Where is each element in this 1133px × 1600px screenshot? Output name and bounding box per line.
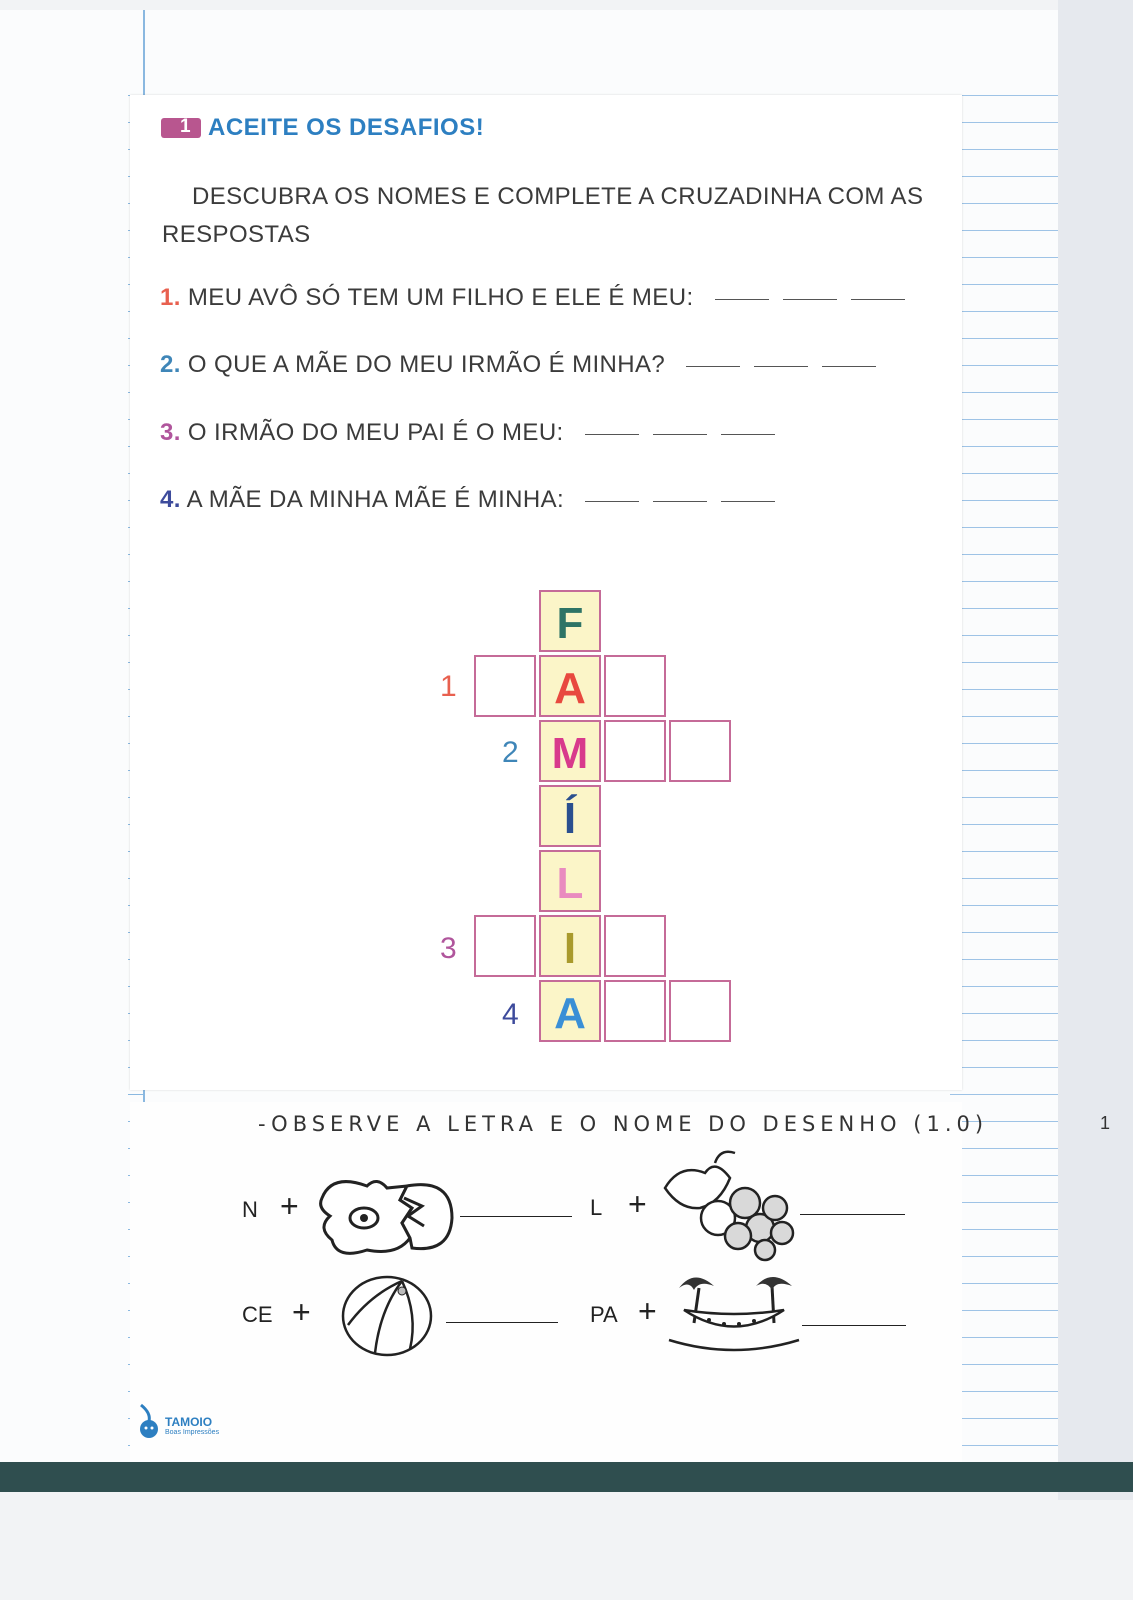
notebook-rule-line <box>950 1175 1058 1176</box>
notebook-rule-line <box>950 230 1058 231</box>
crossword-letter: F <box>556 599 584 648</box>
clue-number: 3 <box>440 932 457 965</box>
answer-line[interactable] <box>800 1214 905 1215</box>
notebook-rule-line <box>950 419 1058 420</box>
plus-sign: + <box>628 1186 647 1222</box>
notebook-rule-line <box>950 824 1058 825</box>
question-1 <box>160 284 905 312</box>
notebook-rule-line <box>950 689 1058 690</box>
crossword-letter: Í <box>563 794 577 843</box>
plus-sign: + <box>638 1293 657 1329</box>
answer-blank[interactable] <box>715 297 769 300</box>
answer-blank[interactable] <box>585 432 639 435</box>
notebook-rule-line <box>950 446 1058 447</box>
crossword-cell-blank[interactable] <box>474 915 536 977</box>
crossword-letter: A <box>554 664 586 713</box>
notebook-rule-line <box>950 1040 1058 1041</box>
question-text: O IRMÃO DO MEU PAI É O MEU: <box>187 419 564 446</box>
question-number: 3. <box>160 419 181 446</box>
notebook-rule-line <box>950 500 1058 501</box>
question-3 <box>160 419 775 447</box>
publisher-tagline: Boas Impressões <box>165 1429 220 1436</box>
notebook-rule-line <box>950 338 1058 339</box>
notebook-rule-line <box>950 1337 1058 1338</box>
activity-title: ACEITE OS DESAFIOS! <box>208 114 485 141</box>
notebook-rule-line <box>950 878 1058 879</box>
syllable-prefix: L <box>590 1195 603 1220</box>
crossword-cell-blank[interactable] <box>604 720 666 782</box>
question-number: 2. <box>160 351 181 378</box>
notebook-rule-line <box>950 905 1058 906</box>
clue-number: 2 <box>502 736 519 769</box>
notebook-rule-line <box>950 851 1058 852</box>
notebook-rule-line <box>950 1418 1058 1419</box>
question-2 <box>160 351 876 379</box>
notebook-rule-line <box>950 986 1058 987</box>
notebook-rule-line <box>950 122 1058 123</box>
notebook-rule-line <box>950 1445 1058 1446</box>
question-number: 4. <box>160 486 181 513</box>
crossword-letter: L <box>556 859 584 908</box>
notebook-rule-line <box>950 635 1058 636</box>
plus-sign: + <box>292 1294 311 1330</box>
notebook-rule-line <box>950 1391 1058 1392</box>
notebook-rule-line <box>950 1310 1058 1311</box>
notebook-rule-line <box>950 743 1058 744</box>
notebook-rule-line <box>950 1229 1058 1230</box>
notebook-rule-line <box>950 1067 1058 1068</box>
notebook-cover-edge <box>1058 0 1133 1500</box>
activity-intro: DESCUBRA OS NOMES E COMPLETE A CRUZADINHA COM AS RESPOSTAS <box>162 183 924 248</box>
question-text: MEU AVÔ SÓ TEM UM FILHO E ELE É MEU: <box>187 284 694 311</box>
answer-blank[interactable] <box>754 364 808 367</box>
question-text: A MÃE DA MINHA MÃE É MINHA: <box>186 486 565 513</box>
notebook-rule-line <box>950 581 1058 582</box>
notebook-rule-line <box>950 554 1058 555</box>
answer-blank[interactable] <box>783 297 837 300</box>
answer-line[interactable] <box>802 1325 906 1326</box>
answer-blank[interactable] <box>686 364 740 367</box>
grapes-icon <box>660 1148 800 1263</box>
notebook-rule-line <box>950 797 1058 798</box>
syllable-prefix: CE <box>242 1302 273 1327</box>
clue-number: 4 <box>502 998 519 1031</box>
ball-icon <box>340 1275 434 1357</box>
tamoio-logo-icon <box>135 1403 163 1441</box>
syllable-prefix: PA <box>590 1302 618 1327</box>
question-4 <box>160 486 775 514</box>
notebook-rule-line <box>950 1148 1058 1149</box>
notebook-rule-line <box>950 392 1058 393</box>
notebook-cover-bottom <box>0 1462 1133 1492</box>
margin-tick <box>128 1094 144 1095</box>
notebook-rule-line <box>950 1364 1058 1365</box>
answer-blank[interactable] <box>721 432 775 435</box>
crossword-cell-blank[interactable] <box>669 720 731 782</box>
notebook-rule-line <box>950 311 1058 312</box>
crossword-letter: I <box>563 924 577 973</box>
notebook-rule-line <box>950 1013 1058 1014</box>
notebook-rule-line <box>950 770 1058 771</box>
notebook-rule-line <box>950 1094 1058 1095</box>
notebook-rule-line <box>950 527 1058 528</box>
crossword-letter: M <box>551 729 589 778</box>
crossword-cell-blank[interactable] <box>604 980 666 1042</box>
answer-blank[interactable] <box>721 499 775 502</box>
answer-line[interactable] <box>460 1216 572 1217</box>
notebook-rule-line <box>950 1283 1058 1284</box>
notebook-rule-line <box>950 176 1058 177</box>
notebook-rule-line <box>950 473 1058 474</box>
crossword-cell-blank[interactable] <box>474 655 536 717</box>
answer-blank[interactable] <box>653 499 707 502</box>
activity-number: 1 <box>180 116 191 137</box>
notebook-rule-line <box>950 284 1058 285</box>
answer-blank[interactable] <box>585 499 639 502</box>
syllable-prefix: N <box>242 1197 258 1222</box>
notebook-rule-line <box>950 203 1058 204</box>
crossword-cell-blank[interactable] <box>669 980 731 1042</box>
notebook-rule-line <box>950 365 1058 366</box>
notebook-rule-line <box>950 95 1058 96</box>
answer-blank[interactable] <box>822 364 876 367</box>
notebook-rule-line <box>950 932 1058 933</box>
crossword-letter: A <box>554 989 586 1038</box>
notebook-rule-line <box>950 257 1058 258</box>
clue-number: 1 <box>440 670 457 703</box>
notebook-rule-line <box>950 149 1058 150</box>
crossword-cell-blank[interactable] <box>604 915 666 977</box>
question-text: O QUE A MÃE DO MEU IRMÃO É MINHA? <box>187 351 666 378</box>
answer-blank[interactable] <box>653 432 707 435</box>
page-number: 1 <box>1100 1113 1111 1133</box>
watermelon-icon <box>664 1268 804 1354</box>
notebook-rule-line <box>950 959 1058 960</box>
notebook-rule-line <box>950 1202 1058 1203</box>
answer-line[interactable] <box>446 1322 558 1323</box>
crossword-cell-blank[interactable] <box>604 655 666 717</box>
worksheet-lower <box>130 1102 962 1474</box>
handwritten-instruction: -OBSERVE A LETRA E O NOME DO DESENHO (1.0) <box>258 1112 989 1136</box>
plus-sign: + <box>280 1188 299 1224</box>
notebook-rule-line <box>950 716 1058 717</box>
egg-icon <box>312 1168 457 1263</box>
answer-blank[interactable] <box>851 297 905 300</box>
question-number: 1. <box>160 284 181 311</box>
notebook-rule-line <box>950 1256 1058 1257</box>
notebook-rule-line <box>950 662 1058 663</box>
notebook-rule-line <box>950 608 1058 609</box>
publisher-name: TAMOIO <box>165 1415 213 1429</box>
